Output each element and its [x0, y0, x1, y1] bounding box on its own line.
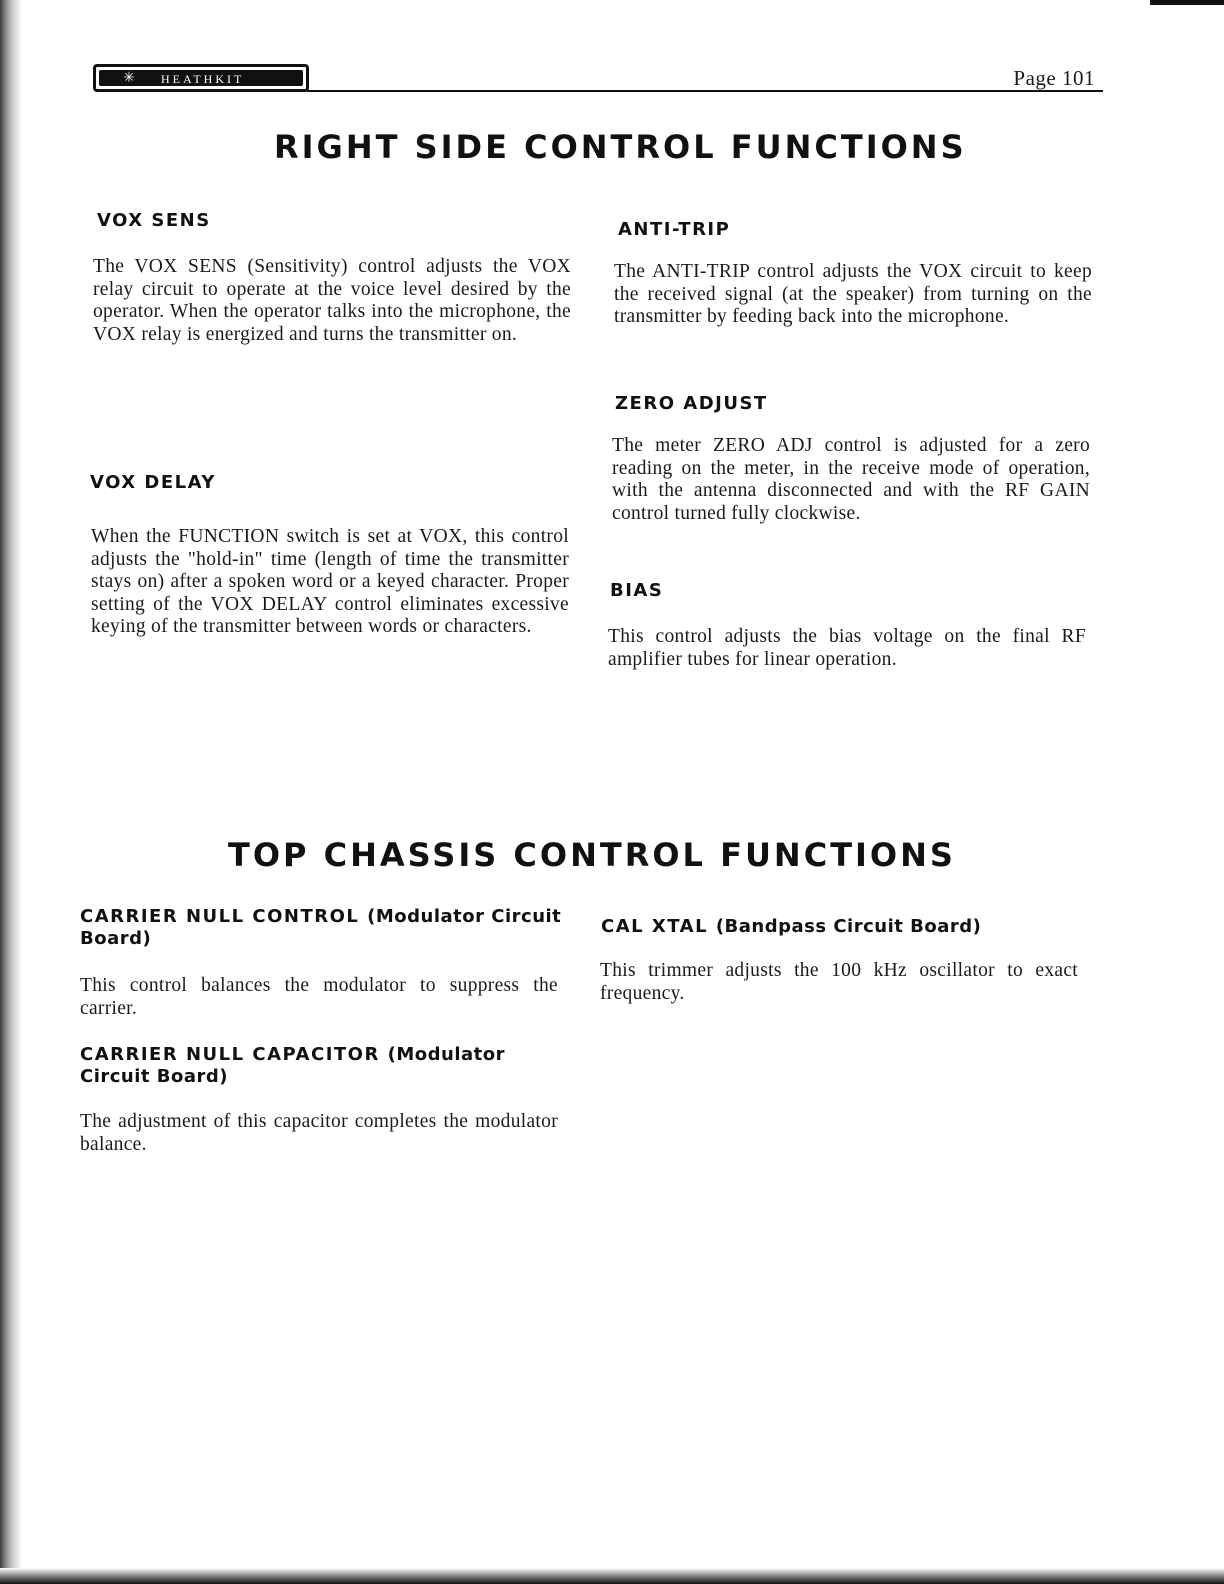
paragraph-zero-adjust: The meter ZERO ADJ control is adjusted for a zero reading on the meter, in the receive mode of operation, with the antenna disconnected and with the RF GAIN control turned fully clockwise.: [612, 435, 1090, 524]
paragraph-vox-sens: The VOX SENS (Sensitivity) control adjusts the VOX relay circuit to operate at the voice level desired by the operator. When the operator talks into the microphone, the VOX relay is energized and turns the transmitter on.: [93, 256, 571, 345]
paragraph-anti-trip: The ANTI-TRIP control adjusts the VOX circuit to keep the received signal (at the speaker) from turning on the transmitter by feeding back into the microphone.: [614, 261, 1092, 327]
page-number: Page 101: [1013, 66, 1095, 90]
paragraph-carrier-null-control: This control balances the modulator to suppress the carrier.: [80, 975, 558, 1019]
logo-emblem-icon: ✳: [123, 70, 135, 86]
heading-carrier-null-capacitor-location: (Modulator Circuit Board): [80, 1044, 505, 1087]
heading-anti-trip: ANTI-TRIP: [618, 219, 731, 240]
section-title-top-chassis: TOP CHASSIS CONTROL FUNCTIONS: [228, 836, 956, 874]
heading-bias: BIAS: [610, 580, 664, 601]
heading-carrier-null-control-location: (Modulator Circuit Board): [80, 906, 562, 949]
binding-shadow: [0, 0, 22, 1584]
heading-cal-xtal: [601, 916, 1081, 938]
heading-vox-delay: VOX DELAY: [90, 472, 216, 493]
heading-carrier-null-control-label: CARRIER NULL CONTROL: [80, 906, 360, 927]
heading-cal-xtal-location: (Bandpass Circuit Board): [715, 916, 982, 937]
heading-zero-adjust: ZERO ADJUST: [615, 393, 768, 414]
heading-carrier-null-capacitor: [80, 1044, 580, 1088]
header-rule: [307, 90, 1103, 92]
paragraph-cal-xtal: This trimmer adjusts the 100 kHz oscillator to exact frequency.: [600, 960, 1078, 1004]
paragraph-vox-delay: When the FUNCTION switch is set at VOX, this control adjusts the "hold-in" time (length of time the transmitter stays on) after a spoken word or a keyed character. Proper setting of the VOX DELAY control eliminates excessive keying of the transmitter between words or characters.: [91, 526, 569, 637]
heading-carrier-null-control: [80, 906, 580, 950]
heading-carrier-null-capacitor-label: CARRIER NULL CAPACITOR: [80, 1044, 380, 1065]
page-bottom-shadow: [0, 1568, 1224, 1584]
paragraph-bias: This control adjusts the bias voltage on the final RF amplifier tubes for linear operation.: [608, 626, 1086, 670]
logo-band: [99, 70, 303, 86]
section-title-right-side: RIGHT SIDE CONTROL FUNCTIONS: [274, 128, 967, 166]
logo-text: HEATHKIT: [161, 72, 245, 86]
heading-cal-xtal-label: CAL XTAL: [601, 916, 709, 937]
paragraph-carrier-null-capacitor: The adjustment of this capacitor completes the modulator balance.: [80, 1111, 558, 1155]
heathkit-logo: [93, 64, 309, 92]
heading-vox-sens: VOX SENS: [97, 210, 211, 231]
page-header: [93, 62, 1103, 98]
page-edge: [1150, 0, 1224, 5]
